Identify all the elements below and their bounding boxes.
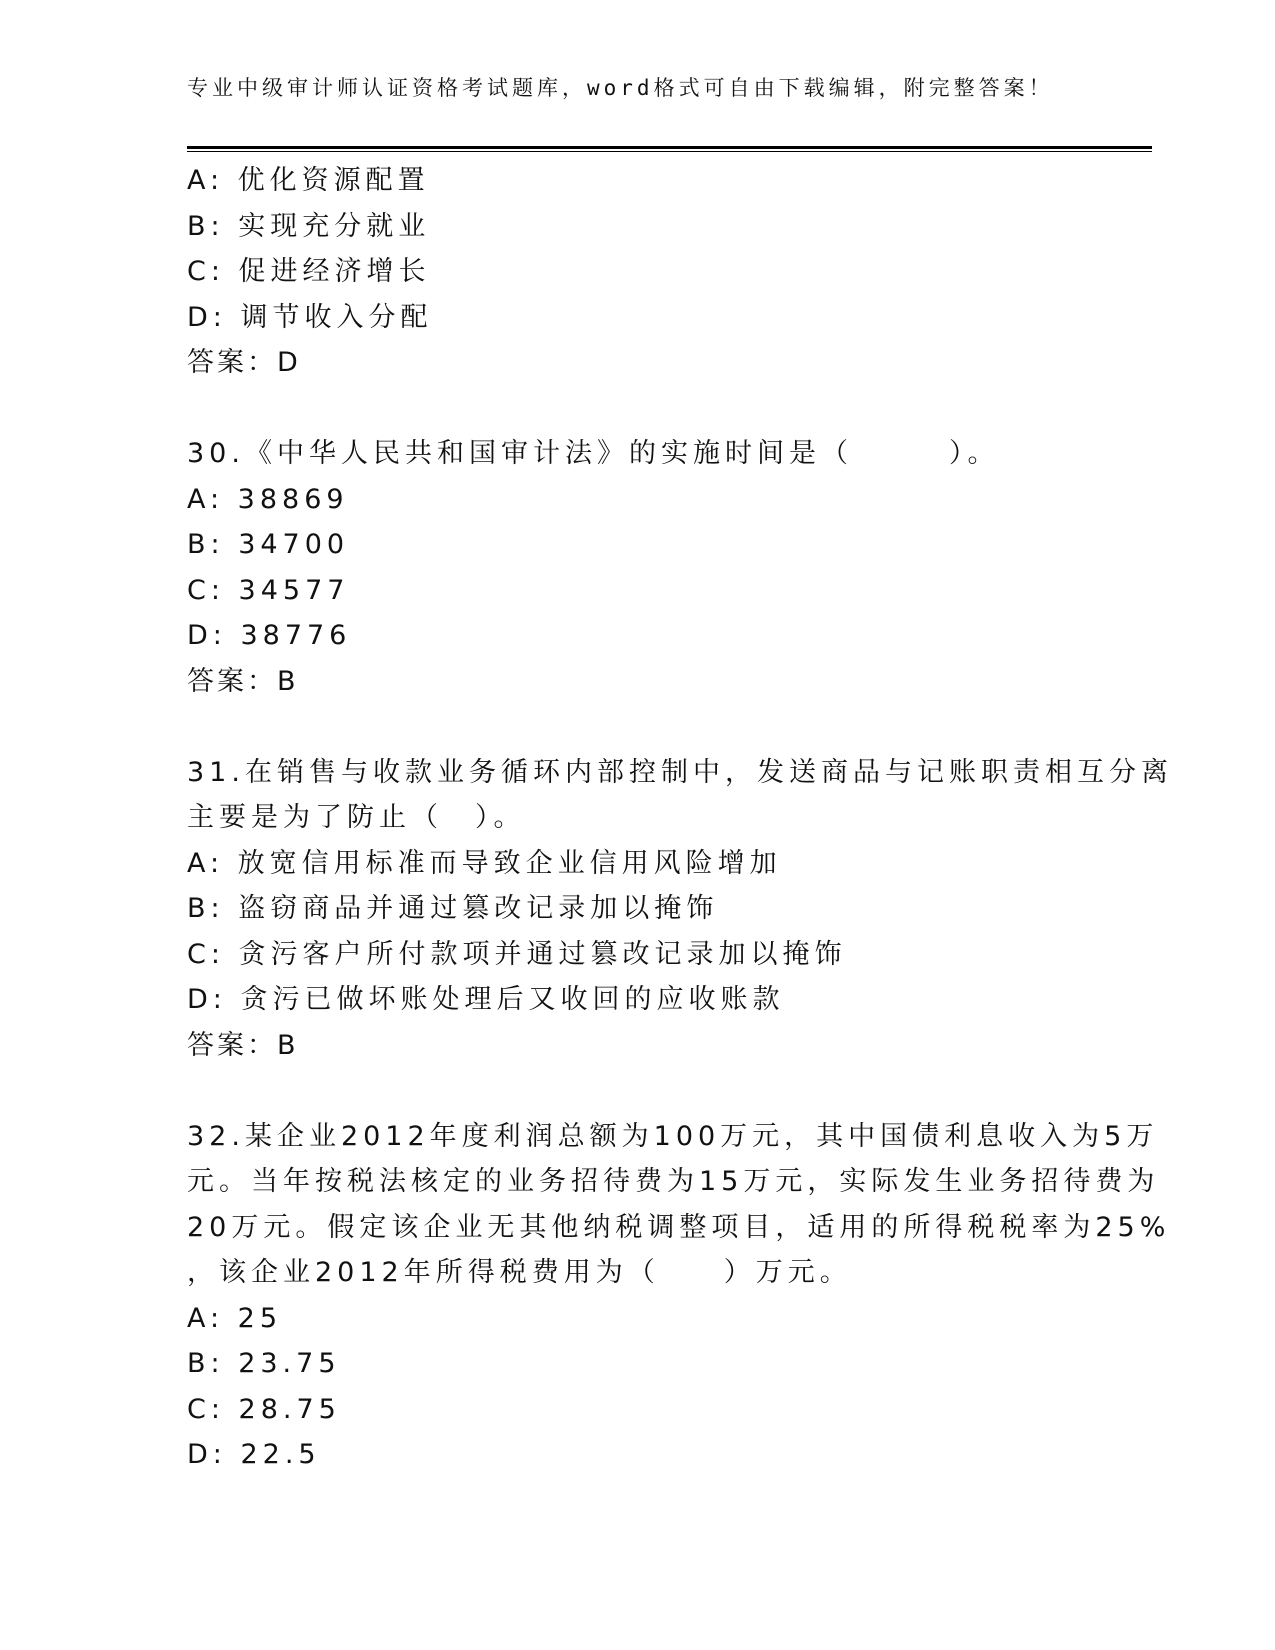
option-b: B: 34700 [187, 529, 350, 560]
question-text: 20万元。假定该企业无其他纳税调整项目，适用的所得税税率为25% [187, 1211, 1171, 1243]
question-text: 32.某企业2012年度利润总额为100万元，其中国债利息收入为5万 [187, 1120, 1159, 1152]
header-rule-thin [187, 151, 1152, 152]
option-a: A: 38869 [187, 483, 349, 515]
question-text: 主要是为了防止（ ）。 [187, 802, 526, 833]
option-d: D: 22.5 [187, 1439, 321, 1470]
page-header: 专业中级审计师认证资格考试题库，word格式可自由下载编辑，附完整答案！ [187, 76, 1054, 100]
question-block [187, 431, 1087, 704]
option-b: B: 实现充分就业 [187, 210, 431, 242]
question-block [187, 158, 1087, 386]
question-text: 30.《中华人民共和国审计法》的实施时间是（ ）。 [187, 438, 1000, 469]
question-list [187, 158, 1173, 1478]
question-block [187, 750, 1173, 1069]
option-b: B: 盗窃商品并通过篡改记录加以掩饰 [187, 893, 719, 924]
option-c: C: 贪污客户所付款项并通过篡改记录加以掩饰 [187, 938, 847, 970]
question-text: ，该企业2012年所得税费用为（ ）万元。 [187, 1257, 852, 1288]
option-c: C: 促进经济增长 [187, 256, 431, 287]
option-a: A: 25 [187, 1302, 283, 1334]
header-rule-thick [187, 146, 1152, 149]
question-block [187, 1114, 1171, 1478]
option-d: D: 贪污已做坏账处理后又收回的应收账款 [187, 984, 785, 1015]
answer-line: 答案：D [187, 347, 301, 378]
option-a: A: 优化资源配置 [187, 165, 430, 196]
option-a: A: 放宽信用标准而导致企业信用风险增加 [187, 847, 782, 879]
block-spacer [187, 386, 1087, 432]
option-c: C: 34577 [187, 574, 350, 606]
block-spacer [187, 704, 1087, 750]
answer-line: 答案：B [187, 1029, 299, 1061]
block-spacer [187, 1068, 1087, 1114]
question-text: 元。当年按税法核定的业务招待费为15万元，实际发生业务招待费为 [187, 1166, 1160, 1197]
answer-line: 答案：B [187, 665, 299, 697]
option-c: C: 28.75 [187, 1393, 341, 1425]
question-text: 31.在销售与收款业务循环内部控制中，发送商品与记账职责相互分离 [187, 756, 1173, 788]
option-d: D: 38776 [187, 620, 352, 651]
option-d: D: 调节收入分配 [187, 301, 433, 333]
option-b: B: 23.75 [187, 1348, 341, 1379]
